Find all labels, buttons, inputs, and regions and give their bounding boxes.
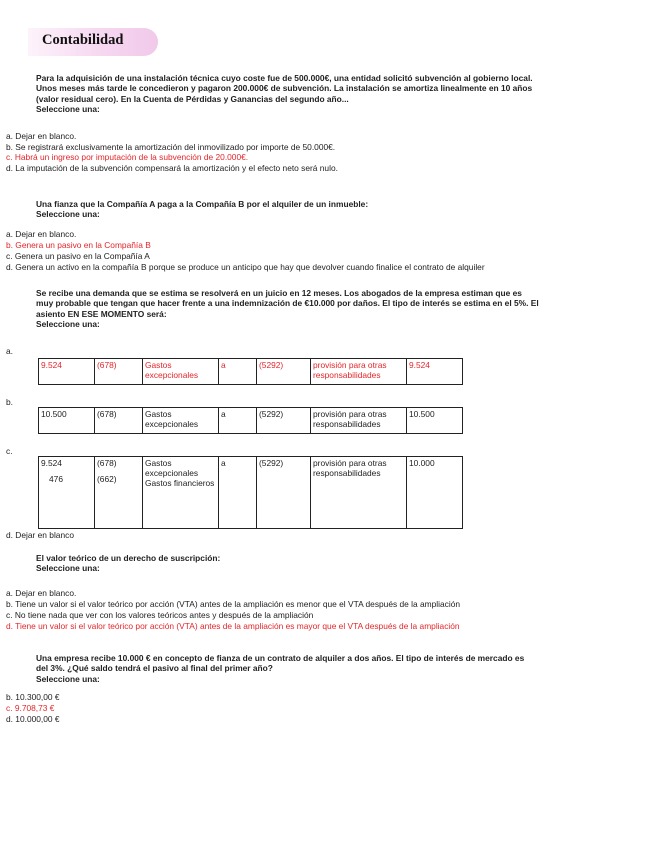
debit-account-code-2: (662) xyxy=(97,474,117,485)
question-5-text xyxy=(36,653,618,684)
q2-option-c[interactable]: c. Genera un pasivo en la Compañía A xyxy=(6,251,150,261)
credit-account-code: (5292) xyxy=(257,359,311,385)
debit-account-names xyxy=(143,457,219,529)
q3-option-b-journal-entry[interactable] xyxy=(38,407,463,434)
q5-option-d[interactable]: d. 10.000,00 € xyxy=(6,714,60,724)
question-line: asiento EN ESE MOMENTO será: xyxy=(36,308,167,319)
q1-option-c-selected[interactable]: c. Habrá un ingreso por imputación de la subvención de 20.000€. xyxy=(6,152,249,162)
debit-account-name: Gastos excepcionales xyxy=(143,408,219,434)
debit-amount: 9.524 xyxy=(41,458,62,468)
question-line: muy probable que tengan que hacer frente a una indemnización de €10.000 por daños. El tipo de interés se estima en el 5%. El xyxy=(36,298,539,309)
question-line: Una fianza que la Compañía A paga a la Compañía B por el alquiler de un inmueble: xyxy=(36,199,369,209)
debit-amount: 10.500 xyxy=(39,408,95,434)
q4-option-b[interactable]: b. Tiene un valor si el valor teórico por acción (VTA) antes de la ampliación es menor que el VTA después de la ampliación xyxy=(6,599,461,609)
debit-amount: 9.524 xyxy=(39,359,95,385)
select-one-prompt: Seleccione una: xyxy=(36,209,100,220)
select-one-prompt: Seleccione una: xyxy=(36,318,100,329)
debit-account-name: Gastos excepcionales xyxy=(145,458,199,479)
q5-option-b[interactable]: b. 10.300,00 € xyxy=(6,692,60,702)
q3-option-a-label[interactable]: a. xyxy=(6,346,13,356)
q2-option-b-selected[interactable]: b. Genera un pasivo en la Compañía B xyxy=(6,240,151,250)
credit-account-name: provisión para otras responsabilidades xyxy=(311,408,407,434)
q3-option-b-label[interactable]: b. xyxy=(6,397,13,407)
question-line: Para la adquisición de una instalación técnica cuyo coste fue de 500.000€, una entidad solicitó subvención al gobierno local. xyxy=(36,73,533,83)
select-one-prompt: Seleccione una: xyxy=(36,103,100,114)
q1-option-b[interactable]: b. Se registrará exclusivamente la amortización del inmovilizado por importe de 50.000€. xyxy=(6,142,336,152)
credit-account-name: provisión para otras responsabilidades xyxy=(311,457,407,529)
q4-option-a[interactable]: a. Dejar en blanco. xyxy=(6,588,77,598)
q4-option-c[interactable]: c. No tiene nada que ver con los valores teóricos antes y después de la ampliación xyxy=(6,610,314,620)
credit-amount: 9.524 xyxy=(407,359,463,385)
page-title: Contabilidad xyxy=(42,32,124,48)
q5-option-c-selected[interactable]: c. 9.708,73 € xyxy=(6,703,55,713)
q1-option-a[interactable]: a. Dejar en blanco. xyxy=(6,131,77,141)
entry-separator: a xyxy=(219,408,257,434)
question-line: del 3%. ¿Qué saldo tendrá el pasivo al final del primer año? xyxy=(36,663,273,674)
question-3-text xyxy=(36,288,618,329)
question-line: Se recibe una demanda que se estima se resolverá en un juicio en 12 meses. Los abogados de la empresa estiman que es xyxy=(36,288,522,298)
credit-amount: 10.500 xyxy=(407,408,463,434)
debit-account-code: (678) xyxy=(95,408,143,434)
question-line: Unos meses más tarde le concedieron y pagaron 200.000€ de subvención. La instalación se amortiza linealmente en 10 años xyxy=(36,83,533,94)
debit-account-code: (678) xyxy=(97,458,117,468)
q2-option-d[interactable]: d. Genera un activo en la compañía B porque se produce un anticipo que hay que devolver cuando finalice el contrato de alquiler xyxy=(6,262,485,272)
debit-account-name-2: Gastos financieros xyxy=(145,478,215,489)
credit-account-code: (5292) xyxy=(257,408,311,434)
question-2-text xyxy=(36,199,618,220)
debit-amount-2: 476 xyxy=(49,474,63,485)
credit-account-name: provisión para otras responsabilidades xyxy=(311,359,407,385)
q2-option-a[interactable]: a. Dejar en blanco. xyxy=(6,229,77,239)
select-one-prompt: Seleccione una: xyxy=(36,563,100,574)
entry-separator: a xyxy=(219,359,257,385)
q3-option-d[interactable]: d. Dejar en blanco xyxy=(6,530,74,540)
q3-option-c-label[interactable]: c. xyxy=(6,446,13,456)
credit-amount: 10.000 xyxy=(407,457,463,529)
credit-account-code: (5292) xyxy=(257,457,311,529)
question-line: Una empresa recibe 10.000 € en concepto de fianza de un contrato de alquiler a dos años. El tipo de interés de mercado es xyxy=(36,653,525,663)
q3-option-a-journal-entry-selected[interactable] xyxy=(38,358,463,385)
debit-account-codes xyxy=(95,457,143,529)
q1-option-d[interactable]: d. La imputación de la subvención compensará la amortización y el efecto neto será nulo. xyxy=(6,163,338,173)
q4-option-d-selected[interactable]: d. Tiene un valor si el valor teórico por acción (VTA) antes de la ampliación es mayor que el VTA después de la ampliación xyxy=(6,621,460,631)
debit-amounts xyxy=(39,457,95,529)
debit-account-code: (678) xyxy=(95,359,143,385)
entry-separator: a xyxy=(219,457,257,529)
q3-option-c-journal-entry[interactable] xyxy=(38,456,463,529)
question-1-text xyxy=(36,73,618,114)
question-line: El valor teórico de un derecho de suscripción: xyxy=(36,553,221,563)
debit-account-name: Gastos excepcionales xyxy=(143,359,219,385)
select-one-prompt: Seleccione una: xyxy=(36,673,100,684)
question-4-text xyxy=(36,553,618,574)
question-line: (valor residual cero). En la Cuenta de Pérdidas y Ganancias del segundo año... xyxy=(36,93,349,104)
